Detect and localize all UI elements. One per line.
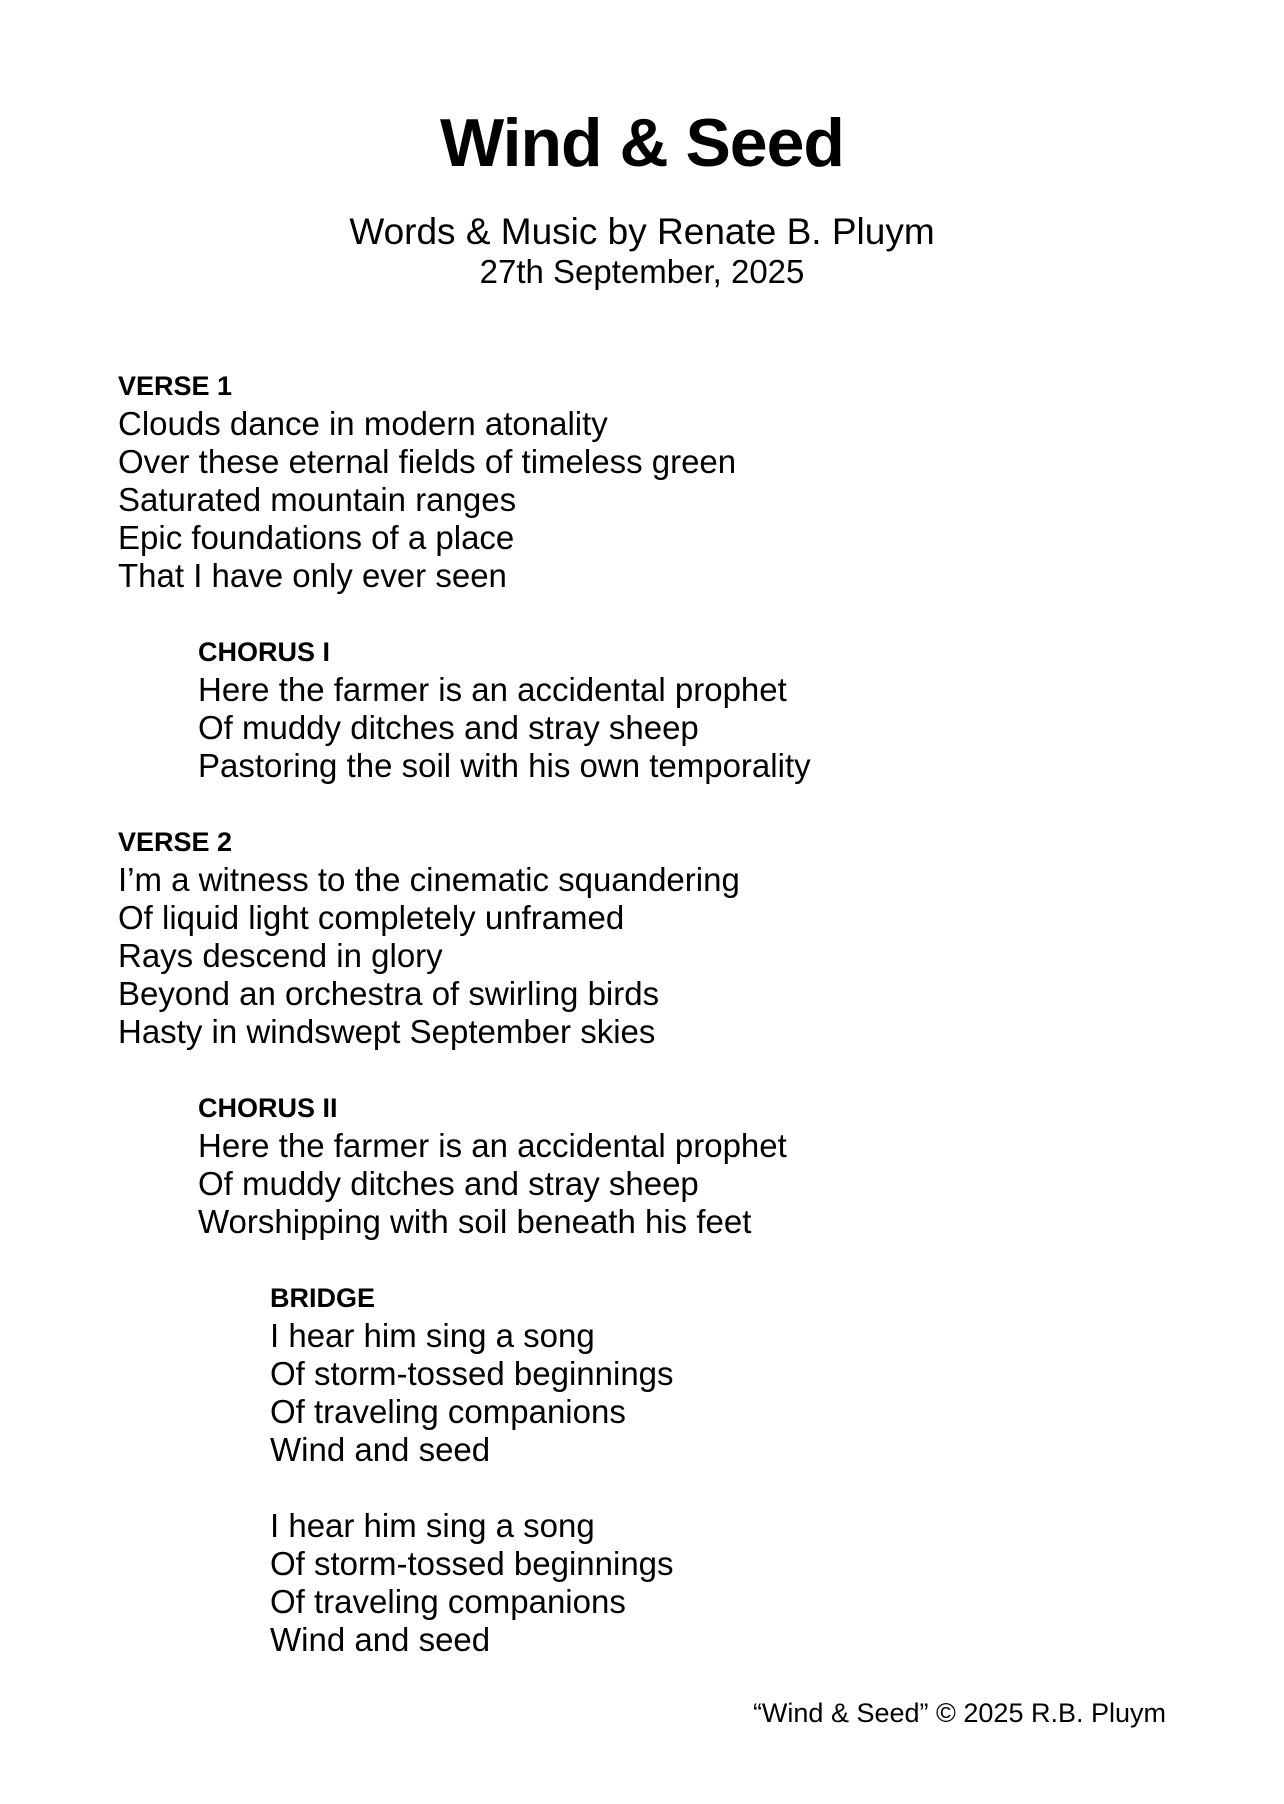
section-label: CHORUS I bbox=[198, 637, 331, 668]
song-title: Wind & Seed bbox=[440, 105, 844, 181]
lyric-line: Pastoring the soil with his own temporality bbox=[198, 747, 811, 785]
lyric-line: Of storm-tossed beginnings bbox=[270, 1545, 674, 1583]
lyric-line: Worshipping with soil beneath his feet bbox=[198, 1203, 752, 1241]
section-chorus-2 bbox=[198, 1089, 1166, 1241]
lyric-line: Here the farmer is an accidental prophet bbox=[198, 1127, 787, 1165]
section-label: BRIDGE bbox=[270, 1283, 376, 1314]
section-label: VERSE 2 bbox=[118, 827, 233, 858]
copyright-footer: “Wind & Seed” © 2025 R.B. Pluym bbox=[752, 1698, 1166, 1728]
section-chorus-1 bbox=[198, 633, 1166, 785]
lyrics-body bbox=[118, 367, 1166, 1659]
lyric-line: Hasty in windswept September skies bbox=[118, 1013, 656, 1051]
lyric-line: Of traveling companions bbox=[270, 1393, 626, 1431]
section-bridge-repeat bbox=[270, 1507, 1166, 1659]
section-verse-2 bbox=[118, 823, 1166, 1051]
section-label: CHORUS II bbox=[198, 1093, 338, 1124]
lyric-line: I hear him sing a song bbox=[270, 1507, 595, 1545]
lyric-line: I’m a witness to the cinematic squandering bbox=[118, 861, 740, 899]
section-bridge bbox=[270, 1279, 1166, 1469]
lyric-line: Of liquid light completely unframed bbox=[118, 899, 625, 937]
lyric-line: That I have only ever seen bbox=[118, 557, 507, 595]
lyric-line: Of storm-tossed beginnings bbox=[270, 1355, 674, 1393]
lyric-line: Clouds dance in modern atonality bbox=[118, 405, 608, 443]
lyric-line: Epic foundations of a place bbox=[118, 519, 515, 557]
lyric-line: Wind and seed bbox=[270, 1431, 491, 1469]
section-label: VERSE 1 bbox=[118, 371, 233, 402]
lyric-line: Saturated mountain ranges bbox=[118, 481, 517, 519]
lyric-line: Rays descend in glory bbox=[118, 937, 443, 975]
lyric-line: Of muddy ditches and stray sheep bbox=[198, 1165, 699, 1203]
lyric-line: Wind and seed bbox=[270, 1621, 491, 1659]
document-header bbox=[118, 106, 1166, 291]
byline: Words & Music by Renate B. Pluym bbox=[349, 210, 935, 252]
date-line: 27th September, 2025 bbox=[479, 253, 805, 291]
lyric-line: I hear him sing a song bbox=[270, 1317, 595, 1355]
section-verse-1 bbox=[118, 367, 1166, 595]
lyric-line: Over these eternal fields of timeless green bbox=[118, 443, 737, 481]
lyric-line: Of muddy ditches and stray sheep bbox=[198, 709, 699, 747]
lyric-line: Of traveling companions bbox=[270, 1583, 626, 1621]
lyric-line: Beyond an orchestra of swirling birds bbox=[118, 975, 660, 1013]
lyric-line: Here the farmer is an accidental prophet bbox=[198, 671, 787, 709]
